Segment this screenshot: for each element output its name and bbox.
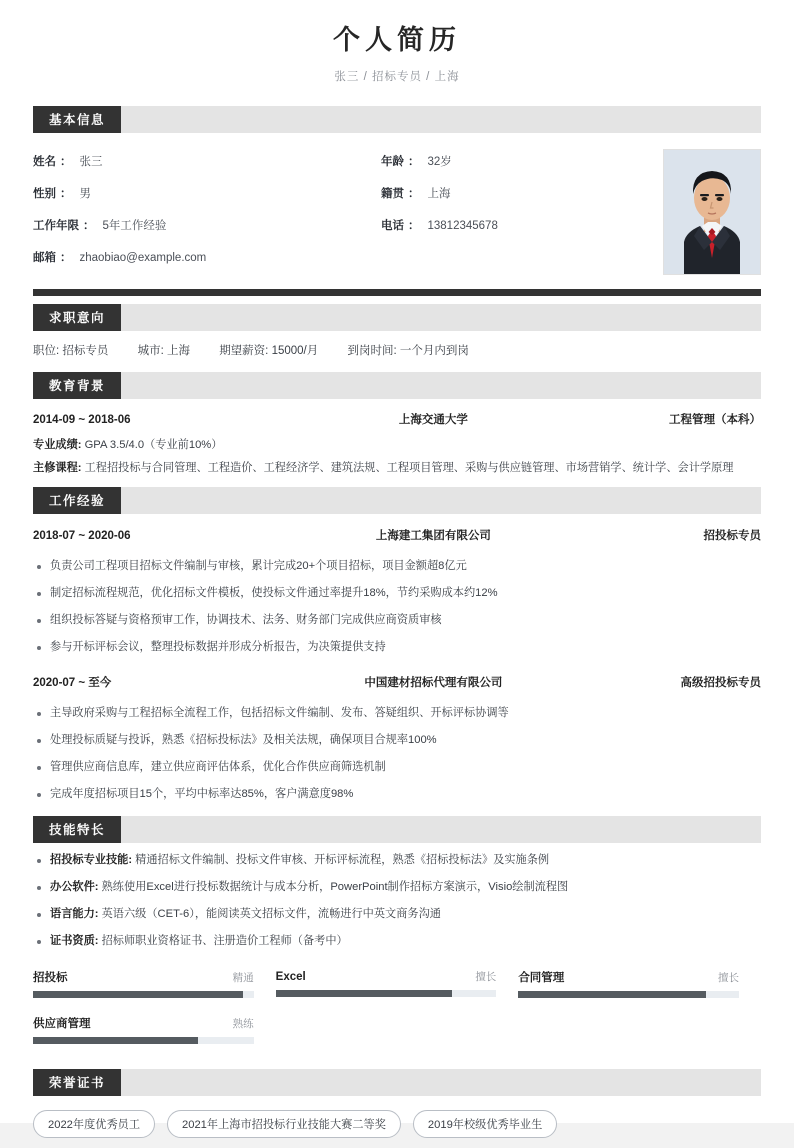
basic-info-fields [33,147,649,275]
field-phone-value: 13812345678 [427,219,498,232]
field-hometown-label: 籍贯 [381,187,404,200]
portrait-photo-icon [664,150,760,274]
honor-badge-group [33,1096,761,1148]
section-title-work: 工作经验 [33,487,121,514]
skill-bar-fill [276,990,453,997]
skill-bar-item [518,969,761,998]
education-courses-label: 主修课程 [33,461,78,474]
skill-bar-name: Excel [275,970,306,983]
field-age-sep: ： [408,155,420,168]
field-hometown-sep: ： [408,187,420,200]
skill-bar-fill [33,991,243,998]
work-bullet: 制定招标流程规范，优化招标文件模板，使投标文件通过率提升18%，节约采购成本约12% [33,580,761,607]
skill-bar-track [33,991,254,998]
skill-bar-track [33,1037,254,1044]
skill-bullet-colon: : [128,853,136,866]
section-header-filler [121,304,761,331]
honor-badge: 2022年度优秀员工 [33,1110,155,1138]
skill-bar-item [276,969,519,998]
work-role: 招投标专员 [703,529,761,542]
skill-bullet [33,847,761,874]
work-bullet: 处理投标质疑与投诉，熟悉《招标投标法》及相关法规，确保项目合规率100% [33,727,761,754]
field-hometown-value: 上海 [427,187,451,200]
skill-bar-level: 精通 [232,971,254,984]
work-role: 高级招投标专员 [680,676,761,689]
section-header-intent [33,304,761,331]
skill-bar-fill [518,991,706,998]
skill-bar-name: 合同管理 [518,971,565,984]
field-gender-sep: ： [60,187,72,200]
education-school: 上海交通大学 [398,413,468,426]
field-experience-years [33,211,341,243]
field-hometown [341,179,649,211]
section-divider [33,289,761,296]
field-name-value: 张三 [79,155,103,168]
education-entry [33,399,761,479]
field-age-value: 32岁 [427,155,452,168]
education-period: 2014-09 ~ 2018-06 [33,413,131,426]
intent-salary: 期望薪资: 15000/月 [219,344,319,357]
skill-bar-item [33,1015,276,1044]
work-bullet: 组织投标答疑与资格预审工作，协调技术、法务、财务部门完成供应商资质审核 [33,607,761,634]
field-age [341,147,649,179]
honor-badge: 2019年校级优秀毕业生 [413,1110,557,1138]
section-title-honors: 荣誉证书 [33,1069,121,1096]
field-email-label: 邮箱 [33,251,56,264]
education-gpa [33,433,761,456]
skill-bar-header [33,1015,254,1037]
work-entry [33,661,761,808]
honor-badge: 2021年上海市招投标行业技能大赛二等奖 [167,1110,401,1138]
skill-bullet-list [33,847,761,955]
skill-bullet-label: 语言能力 [50,907,95,920]
section-header-filler [121,487,761,514]
field-name-sep: ： [60,155,72,168]
job-intent-row [33,331,761,364]
section-header-filler [121,816,761,843]
field-experience-years-label: 工作年限 [33,219,79,232]
field-phone [341,211,649,243]
section-header-filler [121,106,761,133]
page-subtitle: 张三 / 招标专员 / 上海 [334,70,460,83]
skill-bullet-colon: : [94,907,102,920]
field-age-label: 年龄 [381,155,404,168]
basic-info-block [33,133,761,275]
education-gpa-value: GPA 3.5/4.0（专业前10%） [84,438,223,451]
field-email-value: zhaobiao@example.com [79,251,207,264]
skill-bullet [33,874,761,901]
work-company: 中国建材招标代理有限公司 [364,676,503,689]
skill-bar-header [276,969,497,990]
education-gpa-colon: : [77,438,85,451]
work-bullet: 完成年度招标项目15个，平均中标率达85%，客户满意度98% [33,781,761,808]
skill-bullet-value: 英语六级（CET-6），能阅读英文招标文件，流畅进行中英文商务沟通 [101,907,441,920]
intent-city: 城市: 上海 [137,344,190,357]
education-courses [33,456,761,479]
field-phone-sep: ： [408,219,420,232]
field-phone-label: 电话 [381,219,404,232]
work-bullet: 管理供应商信息库，建立供应商评估体系，优化合作供应商筛选机制 [33,754,761,781]
work-bullet: 主导政府采购与工程招标全流程工作，包括招标文件编制、发布、答疑组织、开标评标协调等 [33,700,761,727]
skill-bar-header [518,969,739,991]
work-bullet-list [33,553,761,661]
field-email-sep: ： [60,251,72,264]
field-name-label: 姓名 [33,155,56,168]
skill-bullet-value: 熟练使用Excel进行投标数据统计与成本分析，PowerPoint制作招标方案演示，Visio绘制流程图 [101,880,569,893]
skill-bar-track [518,991,739,998]
work-headline [33,527,761,549]
education-major: 工程管理（本科） [669,413,761,426]
skill-bar-level: 熟练 [232,1017,254,1030]
section-title-basic: 基本信息 [33,106,121,133]
education-courses-value: 工程招投标与合同管理、工程造价、工程经济学、建筑法规、工程项目管理、采购与供应链管理、市场营销学、统计学、会计学原理 [84,461,734,474]
field-name [33,147,341,179]
intent-position: 职位: 招标专员 [33,344,109,357]
intent-start-time: 到岗时间: 一个月内到岗 [347,344,469,357]
skill-bullet [33,901,761,928]
section-title-education: 教育背景 [33,372,121,399]
skill-bullet-colon: : [94,880,102,893]
section-header-filler [121,372,761,399]
field-experience-years-sep: ： [83,219,95,232]
skill-bullet-colon: : [94,934,102,947]
skill-bullet-label: 招投标专业技能 [50,853,129,866]
work-bullet-list [33,700,761,808]
section-title-intent: 求职意向 [33,304,121,331]
skill-bar-fill [33,1037,198,1044]
education-courses-colon: : [77,461,85,474]
section-header-skills [33,816,761,843]
education-headline [33,411,761,433]
field-email [33,243,341,275]
skill-bar-header [33,969,254,991]
section-header-education [33,372,761,399]
skill-bar-level: 擅长 [717,971,739,984]
skill-bar-item [33,969,276,998]
section-header-work [33,487,761,514]
page-title: 个人简历 [333,25,461,55]
work-entry [33,514,761,661]
work-company: 上海建工集团有限公司 [375,529,491,542]
skill-bullet-value: 招标师职业资格证书、注册造价工程师（备考中） [101,934,348,947]
education-gpa-label: 专业成绩 [33,438,78,451]
field-gender [33,179,341,211]
work-headline [33,674,761,696]
field-gender-label: 性别 [33,187,56,200]
document-header [33,0,761,98]
skill-bullet [33,928,761,955]
section-header-basic [33,106,761,133]
skill-bar-group [33,955,761,1061]
field-experience-years-value: 5年工作经验 [102,219,167,232]
skill-bar-track [276,990,497,997]
skill-bullet-label: 证书资质 [50,934,95,947]
skill-bar-name: 供应商管理 [33,1017,91,1030]
section-header-filler [121,1069,761,1096]
skill-bar-level: 擅长 [475,970,497,983]
avatar [663,149,761,275]
skill-bar-name: 招投标 [33,971,68,984]
section-title-skills: 技能特长 [33,816,121,843]
skill-bullet-value: 精通招标文件编制、投标文件审核、开标评标流程，熟悉《招标投标法》及实施条例 [135,853,550,866]
field-gender-value: 男 [79,187,91,200]
skill-bullet-label: 办公软件 [50,880,95,893]
work-period: 2018-07 ~ 2020-06 [33,529,131,542]
work-bullet: 负责公司工程项目招标文件编制与审核，累计完成20+个项目招标，项目金额超8亿元 [33,553,761,580]
work-period: 2020-07 ~ 至今 [33,676,112,689]
section-header-honors [33,1069,761,1096]
work-bullet: 参与开标评标会议，整理投标数据并形成分析报告，为决策提供支持 [33,634,761,661]
